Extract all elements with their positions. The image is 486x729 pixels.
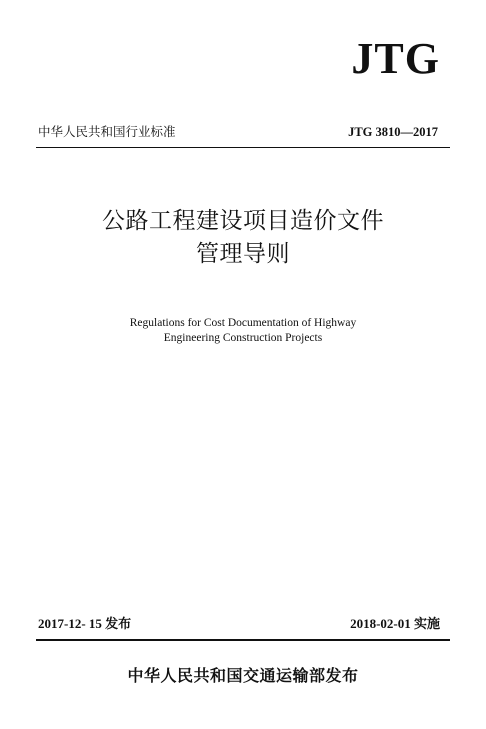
standard-number: JTG 3810—2017 — [348, 125, 438, 139]
document-title — [0, 205, 486, 271]
title-line-1: 公路工程建设项目造价文件 — [102, 208, 384, 234]
english-title-line-1: Regulations for Cost Documentation of Highway — [129, 317, 357, 329]
issue-date: 2017-12- 15 发布 — [38, 616, 132, 631]
jtg-logo: JTG — [351, 34, 440, 83]
standard-category: 中华人民共和国行业标准 — [38, 124, 176, 139]
footer-divider — [36, 639, 450, 641]
effective-date: 2018-02-01 实施 — [350, 616, 440, 631]
english-title-line-2: Engineering Construction Projects — [163, 332, 323, 344]
publisher: 中华人民共和国交通运输部发布 — [127, 666, 359, 685]
english-title — [0, 316, 486, 346]
header-divider — [36, 147, 450, 148]
title-line-2: 管理导则 — [196, 241, 290, 267]
